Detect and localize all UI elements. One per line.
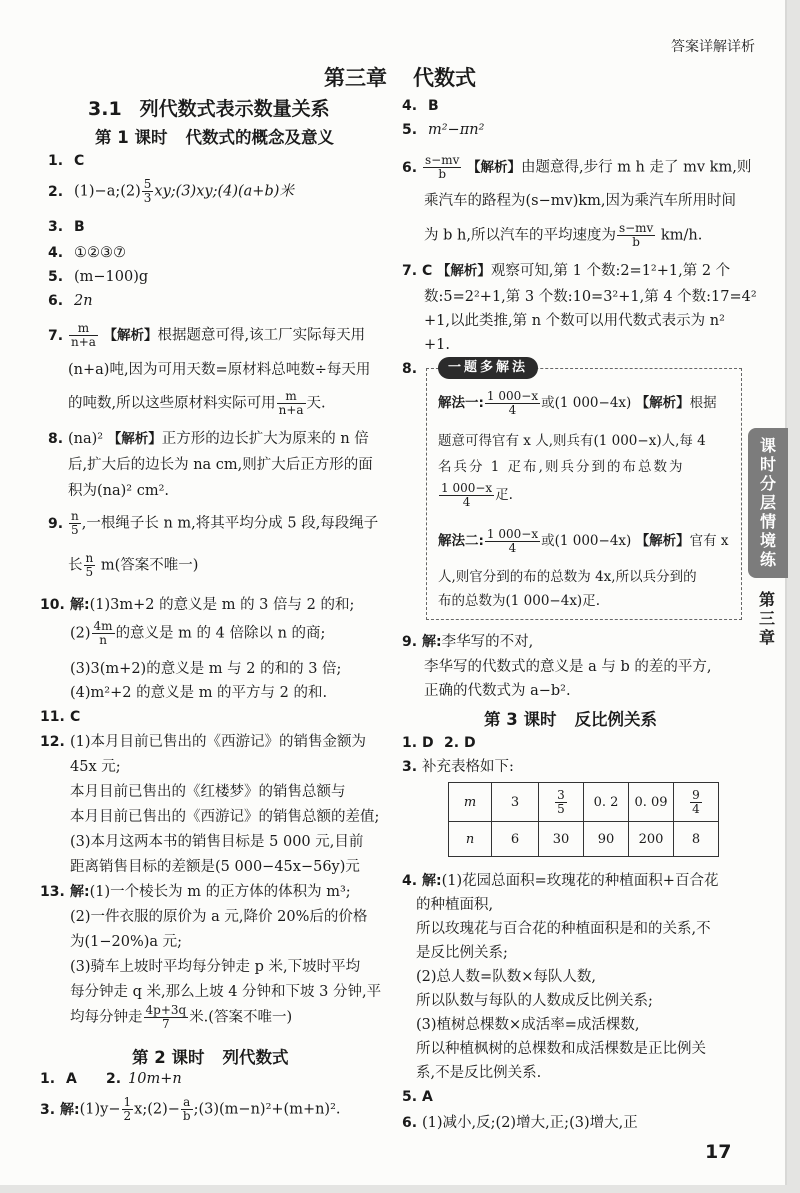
method-2-line1: 解法二: $\frac{1 000-x}{4}$ 或(1 000−4x) 【解析】官有 x bbox=[438, 527, 729, 555]
answer-12-line2: 45x 元; bbox=[70, 759, 121, 775]
answer-r5: 5. m²−πn² bbox=[402, 122, 485, 138]
lesson-2-title: 第 2 课时 列代数式 bbox=[132, 1048, 289, 1067]
answer-13-line5: 每分钟走 q 米,那么上坡 4 分钟和下坡 3 分钟,平 bbox=[70, 984, 382, 1000]
page-number: 17 bbox=[705, 1141, 732, 1163]
lesson2-answer-1-2: 1. A 2. 10m+n bbox=[40, 1071, 182, 1087]
table-row bbox=[449, 783, 719, 822]
lesson3-answer-4-line4: 是反比例关系; bbox=[416, 945, 508, 961]
answer-r9-line3: 正确的代数式为 a−b². bbox=[424, 683, 571, 699]
answer-7: 7. $\frac{m}{n+a}$ 【解析】根据题意可得,该工厂实际每天用 bbox=[48, 321, 366, 349]
answer-9-line2: 长 $\frac{n}{5}$ m(答案不唯一) bbox=[68, 551, 199, 579]
table-cell: n bbox=[449, 822, 492, 857]
table-cell: 0. 2 bbox=[584, 783, 629, 822]
answer-8: 8. (na)² 【解析】正方形的边长扩大为原来的 n 倍 bbox=[48, 431, 369, 447]
answer-r9: 9. 解:李华写的不对, bbox=[402, 634, 534, 650]
answer-10-line4: (4)m²+2 的意义是 m 的平方与 2 的和. bbox=[70, 685, 328, 701]
answer-r7-line4: +1. bbox=[424, 337, 450, 353]
answer-5: 5. (m−100)g bbox=[48, 269, 149, 285]
answer-9: 9. $\frac{n}{5}$ ,一根绳子长 n m,将其平均分成 5 段,每段绳子 bbox=[48, 509, 379, 537]
answer-10: 10. 解:(1)3m+2 的意义是 m 的 3 倍与 2 的和; bbox=[40, 597, 355, 613]
answer-12-line6: 距离销售目标的差额是(5 000−45x−56y)元 bbox=[70, 859, 360, 875]
side-tab-practice: 课时分层情境练 bbox=[748, 428, 788, 578]
answer-7-line3: 的吨数,所以这些原材料实际可用 $\frac{m}{n+a}$ 天. bbox=[68, 389, 326, 417]
lesson-3-title: 第 3 课时 反比例关系 bbox=[484, 710, 657, 729]
table-cell: 6 bbox=[492, 822, 539, 857]
table-cell: 3 bbox=[492, 783, 539, 822]
lesson3-answer-4-line2: 的种植面积, bbox=[416, 897, 494, 913]
answer-13-line6: 均每分钟走 $\frac{4p+3q}{7}$ 米.(答案不唯一) bbox=[70, 1003, 293, 1031]
answer-13-line2: (2)一件衣服的原价为 a 元,降价 20%后的价格 bbox=[70, 909, 368, 925]
answer-8-line2: 后,扩大后的边长为 na cm,则扩大后正方形的面 bbox=[68, 457, 373, 473]
method-1-line3: 名兵分 1 疋布,则兵分到的布总数为 bbox=[438, 459, 685, 475]
answer-12-line5: (3)本月这两本书的销售目标是 5 000 元,目前 bbox=[70, 834, 364, 850]
method-1-line1: 解法一: $\frac{1 000-x}{4}$ 或(1 000−4x) 【解析】根据 bbox=[438, 389, 717, 417]
table-cell: $\frac{9}{4}$ bbox=[674, 783, 719, 822]
method-1-line4: $\frac{1 000-x}{4}$ 疋. bbox=[441, 481, 513, 509]
answer-13-line3: 为(1−20%)a 元; bbox=[70, 934, 183, 950]
table-cell: 90 bbox=[584, 822, 629, 857]
table-cell: m bbox=[449, 783, 492, 822]
table-cell: 200 bbox=[629, 822, 674, 857]
answer-4: 4. ①②③⑦ bbox=[48, 245, 126, 261]
answer-10-line3: (3)3(m+2)的意义是 m 与 2 的和的 3 倍; bbox=[70, 661, 342, 677]
lesson3-answer-5: 5. A bbox=[402, 1089, 433, 1105]
header-title: 答案详解详析 bbox=[671, 39, 755, 55]
table-row bbox=[449, 822, 719, 857]
chapter-title: 第三章 代数式 bbox=[324, 66, 476, 90]
table-cell: 8 bbox=[674, 822, 719, 857]
answer-r6-line3: 为 b h,所以汽车的平均速度为 $\frac{s-mv}{b}$ km/h. bbox=[424, 221, 703, 249]
answer-7-line2: (n+a)吨,因为可用天数=原材料总吨数÷每天用 bbox=[68, 362, 371, 378]
answer-r7-line2: 数:5=2²+1,第 3 个数:10=3²+1,第 4 个数:17=4² bbox=[424, 289, 757, 305]
answer-6: 6. 2n bbox=[48, 293, 93, 309]
answer-12-line4: 本月目前已售出的《西游记》的销售总额的差值; bbox=[70, 809, 380, 825]
answer-3: 3. B bbox=[48, 219, 85, 235]
answer-r6-line2: 乘汽车的路程为(s−mv)km,因为乘汽车所用时间 bbox=[424, 193, 736, 209]
table-cell: 30 bbox=[539, 822, 584, 857]
lesson3-answer-4-line3: 所以玫瑰花与百合花的种植面积是和的关系,不 bbox=[416, 921, 711, 937]
answer-r7-line3: +1,以此类推,第 n 个数可以用代数式表示为 n² bbox=[424, 313, 725, 329]
lesson3-answer-4-line8: 所以种植枫树的总棵数和成活棵数是正比例关 bbox=[416, 1041, 706, 1057]
table-cell: 0. 09 bbox=[629, 783, 674, 822]
answer-12-line3: 本月目前已售出的《红楼梦》的销售总额与 bbox=[70, 784, 346, 800]
lesson3-answer-3: 3. 补充表格如下: bbox=[402, 759, 514, 775]
answer-13: 13. 解:(1)一个棱长为 m 的正方体的体积为 m³; bbox=[40, 884, 351, 900]
lesson2-answer-3: 3. 解:(1)y− $\frac{1}{2}$ x;(2)− $\frac{a}{b}$ ;(3)(m−n)²+(m+n)². bbox=[40, 1095, 341, 1123]
section-title-3-1: 3.1 列代数式表示数量关系 bbox=[88, 98, 330, 120]
answer-13-line4: (3)骑车上坡时平均每分钟走 p 米,下坡时平均 bbox=[70, 959, 361, 975]
method-2-line2: 人,则官分到的布的总数为 4x,所以兵分到的 bbox=[438, 569, 697, 585]
multi-solution-badge: 一题多解法 bbox=[438, 357, 538, 379]
lesson-1-title: 第 1 课时 代数式的概念及意义 bbox=[95, 128, 334, 147]
side-tab-chapter: 第三章 bbox=[758, 590, 775, 647]
answer-11: 11. C bbox=[40, 709, 81, 725]
answer-r8-num: 8. bbox=[402, 361, 418, 377]
lesson3-answer-6: 6. (1)减小,反;(2)增大,正;(3)增大,正 bbox=[402, 1115, 638, 1131]
answer-8-line3: 积为(na)² cm². bbox=[68, 483, 170, 499]
lesson3-answer-4-line9: 系,不是反比例关系. bbox=[416, 1065, 542, 1081]
completed-table bbox=[448, 782, 719, 857]
answer-r6: 6. $\frac{s-mv}{b}$ 【解析】由题意得,步行 m h 走了 mv km,则 bbox=[402, 153, 752, 181]
lesson3-answer-1-2: 1. D 2. D bbox=[402, 735, 476, 751]
table-cell: $\frac{3}{5}$ bbox=[539, 783, 584, 822]
method-2-line3: 布的总数为(1 000−4x)疋. bbox=[438, 593, 600, 609]
answer-r7: 7. C 【解析】观察可知,第 1 个数:2=1²+1,第 2 个 bbox=[402, 263, 731, 279]
lesson3-answer-4-line7: (3)植树总棵数×成活率=成活棵数, bbox=[416, 1017, 640, 1033]
answer-1: 1. C bbox=[48, 153, 85, 169]
lesson3-answer-4: 4. 解:(1)花园总面积=玫瑰花的种植面积+百合花 bbox=[402, 873, 719, 889]
answer-r9-line2: 李华写的代数式的意义是 a 与 b 的差的平方, bbox=[424, 659, 712, 675]
lesson3-answer-4-line5: (2)总人数=队数×每队人数, bbox=[416, 969, 596, 985]
answer-2: 2. (1)−a;(2) $\frac{5}{3}$ xy;(3)xy;(4)(a+b)米 bbox=[48, 177, 294, 205]
method-1-line2: 题意可得官有 x 人,则兵有(1 000−x)人,每 4 bbox=[438, 433, 706, 449]
lesson3-answer-4-line6: 所以队数与每队的人数成反比例关系; bbox=[416, 993, 653, 1009]
answer-12: 12. (1)本月目前已售出的《西游记》的销售金额为 bbox=[40, 734, 367, 750]
answer-10-line2: (2) $\frac{4m}{n}$ 的意义是 m 的 4 倍除以 n 的商; bbox=[70, 619, 326, 647]
answer-r4: 4. B bbox=[402, 98, 439, 114]
